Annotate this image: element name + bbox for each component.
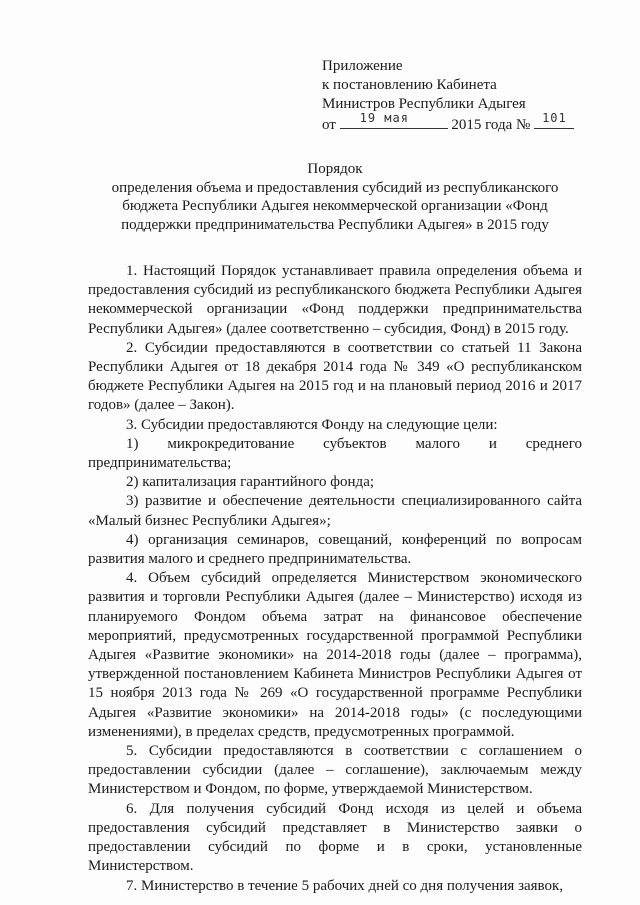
year-number-label: 2015 года № bbox=[451, 117, 531, 133]
paragraph-3-item-2: 2) капитализация гарантийного фонда; bbox=[126, 474, 375, 491]
appendix-line-2: к постановлению Кабинета bbox=[322, 77, 497, 93]
paragraph-1: 1. Настоящий Порядок устанавливает правила определения объема и предоставления субсидий из республиканского бюджета Республики Адыгея некоммерческой организации «Фонд поддержки предпринимательства Республики Адыгея» (далее соответственно – субсидия, Фонд) в 2015 году. bbox=[88, 263, 582, 337]
number-blank bbox=[534, 111, 574, 129]
paragraph-6: 6. Для получения субсидий Фонд исходя из целей и объема предоставления субсидий представляет в Министерство заявки о предоставлении субсидий по форме и в сроки, установленные Министерством. bbox=[88, 800, 582, 875]
paragraph-4: 4. Объем субсидий определяется Министерством экономического развития и торговли Республики Адыгея (далее – Министерство) исходя из планируемого Фондом объема затрат на финансовое обеспечение мероприятий, предусмотренных государственной программой Республики Адыгея «Развитие экономики» на 2014-2018 годы (далее – программа), утвержденной постановлением Кабинета Министров Республики Адыгея от 15 ноября 2013 года № 269 «О государственной программе Республики Адыгея «Развитие экономики» на 2014-2018 годы» (с последующими изменениями), в пределах средств, предусмотренных программой. bbox=[88, 570, 582, 740]
date-blank bbox=[340, 111, 448, 129]
paragraph-5: 5. Субсидии предоставляются в соответствии с соглашением о предоставлении субсидии (далее – соглашение), заключаемым между Министерством и Фондом, по форме, утверждаемой Министерством. bbox=[88, 743, 582, 798]
document-subtitle: определения объема и предоставления субсидий из республиканского бюджета Республики Адыгея некоммерческой организации «Фонд поддержки предпринимательства Республики Адыгея» в 2015 году bbox=[111, 179, 559, 233]
paragraph-3-item-4: 4) организация семинаров, совещаний, конференций по вопросам развития малого и среднего предпринимательства. bbox=[88, 531, 582, 568]
appendix-block bbox=[322, 57, 574, 135]
paragraph-7: 7. Министерство в течение 5 рабочих дней со дня получения заявок, bbox=[126, 877, 564, 894]
paragraph-3-item-3: 3) развитие и обеспечение деятельности специализированного сайта «Малый бизнес Республики Адыгея»; bbox=[88, 493, 582, 529]
paragraph-2: 2. Субсидии предоставляются в соответствии со статьей 11 Закона Республики Адыгея от 18 декабря 2014 года № 349 «О республиканском бюджете Республики Адыгея на 2015 год и на плановый период 2016 и 2017 годов» (далее – Закон). bbox=[88, 339, 582, 414]
paragraph-3-item-1: 1) микрокредитование субъектов малого и среднего предпринимательства; bbox=[88, 435, 582, 472]
document-title: Порядок bbox=[307, 161, 363, 177]
handwritten-number: 101 bbox=[542, 111, 567, 125]
document-body bbox=[88, 262, 582, 896]
appendix-line-1: Приложение bbox=[322, 58, 403, 74]
appendix-date-line bbox=[322, 111, 574, 135]
date-prefix: от bbox=[322, 117, 336, 133]
document-heading bbox=[90, 160, 580, 234]
handwritten-date: 19 мая bbox=[359, 111, 409, 125]
appendix-line-3: Министров Республики Адыгея bbox=[322, 96, 526, 112]
paragraph-3: 3. Субсидии предоставляются Фонду на следующие цели: bbox=[126, 416, 498, 433]
